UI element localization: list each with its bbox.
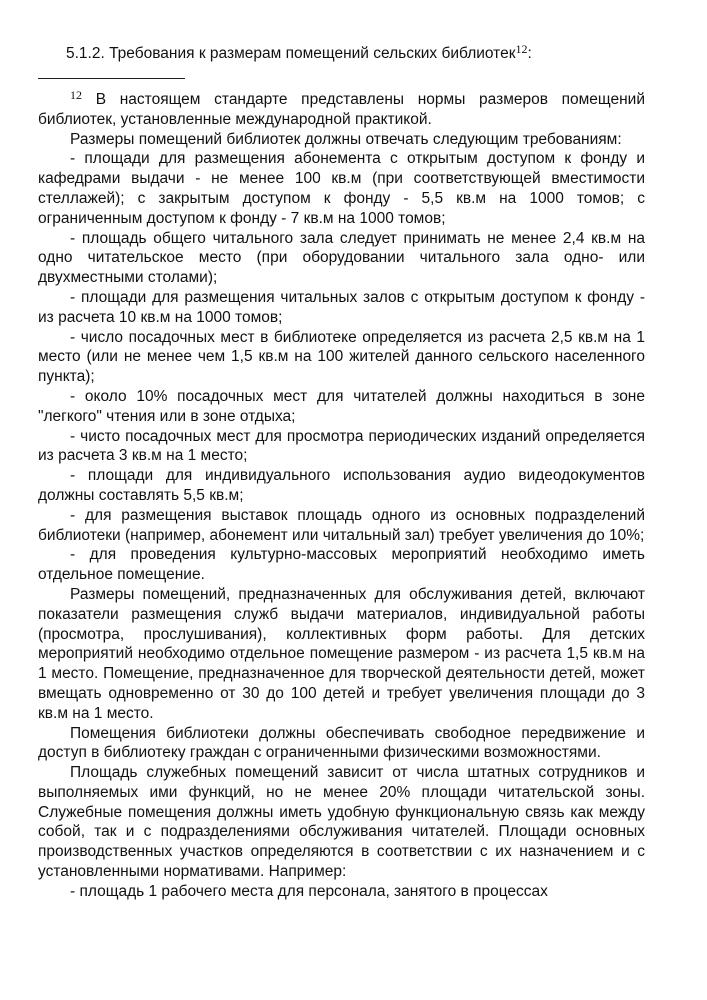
section-heading-colon: :	[527, 45, 532, 62]
list-item: - чисто посадочных мест для просмотра периодических изданий определяется из расчета 3 кв.м на 1 место;	[38, 427, 645, 465]
section-heading-text: 5.1.2. Требования к размерам помещений сельских библиотек	[66, 45, 516, 62]
list-item: - площадь 1 рабочего места для персонала, занятого в процессах	[70, 882, 548, 900]
document-body	[38, 90, 645, 902]
paragraph: Размеры помещений библиотек должны отвечать следующим требованиям:	[70, 130, 622, 148]
paragraph: Площадь служебных помещений зависит от числа штатных сотрудников и выполняемых ими функций, но не менее 20% площади читательской зоны. Служебные помещения должны иметь удобную функциональную связь как между собой, так и с подразделениями обслуживания читателей. Площади основных производственных участков определяются в соответствии с их назначением и с установленными нормативами. Например:	[38, 764, 645, 881]
paragraph: Помещения библиотеки должны обеспечивать свободное передвижение и доступ в библиотеку граждан с ограниченными физическими возможностями.	[38, 724, 645, 762]
list-item: - площади для размещения абонемента с открытым доступом к фонду и кафедрами выдачи - не менее 100 кв.м (при соответствующей вместимости стеллажей); с закрытым доступом к фонду - 5,5 кв.м на 1000 томов; с ограниченным доступом к фонду - 7 кв.м на 1000 томов;	[38, 150, 645, 227]
section-heading	[66, 44, 532, 64]
list-item: - площади для размещения читальных залов с открытым доступом к фонду - из расчета 10 кв.м на 1000 томов;	[38, 288, 645, 326]
list-item: - число посадочных мест в библиотеке определяется из расчета 2,5 кв.м на 1 место (или не менее чем 1,5 кв.м на 100 жителей данного сельского населенного пункта);	[38, 328, 645, 386]
footnote-text: В настоящем стандарте представлены нормы размеров помещений библиотек, установленные международной практикой.	[38, 91, 646, 128]
footnote-reference: 12	[515, 42, 528, 56]
footnote-paragraph	[38, 90, 645, 130]
list-item: - площадь общего читального зала следует принимать не менее 2,4 кв.м на одно читательское место (при оборудовании читального зала одно- или двухместными столами);	[38, 229, 645, 287]
list-item: - для размещения выставок площадь одного из основных подразделений библиотеки (например, абонемент или читальный зал) требует увеличения до 10%;	[38, 506, 645, 544]
paragraph: Размеры помещений, предназначенных для обслуживания детей, включают показатели размещения служб выдачи материалов, индивидуальной работы (просмотра, прослушивания), коллективных форм работы. Для детских мероприятий необходимо отдельное помещение размером - из расчета 1,5 кв.м на 1 место. Помещение, предназначенное для творческой деятельности детей, может вмещать одновременно от 30 до 100 детей и требует увеличения площади до 3 кв.м на 1 место.	[38, 585, 645, 722]
list-item: - площади для индивидуального использования аудио видеодокументов должны составлять 5,5 кв.м;	[38, 467, 645, 504]
list-item: - около 10% посадочных мест для читателей должны находиться в зоне "легкого" чтения или в зоне отдыха;	[38, 387, 645, 425]
list-item: - для проведения культурно-массовых мероприятий необходимо иметь отдельное помещение.	[38, 546, 645, 584]
footnote-marker: 12	[70, 88, 82, 102]
footnote-separator	[38, 78, 185, 79]
